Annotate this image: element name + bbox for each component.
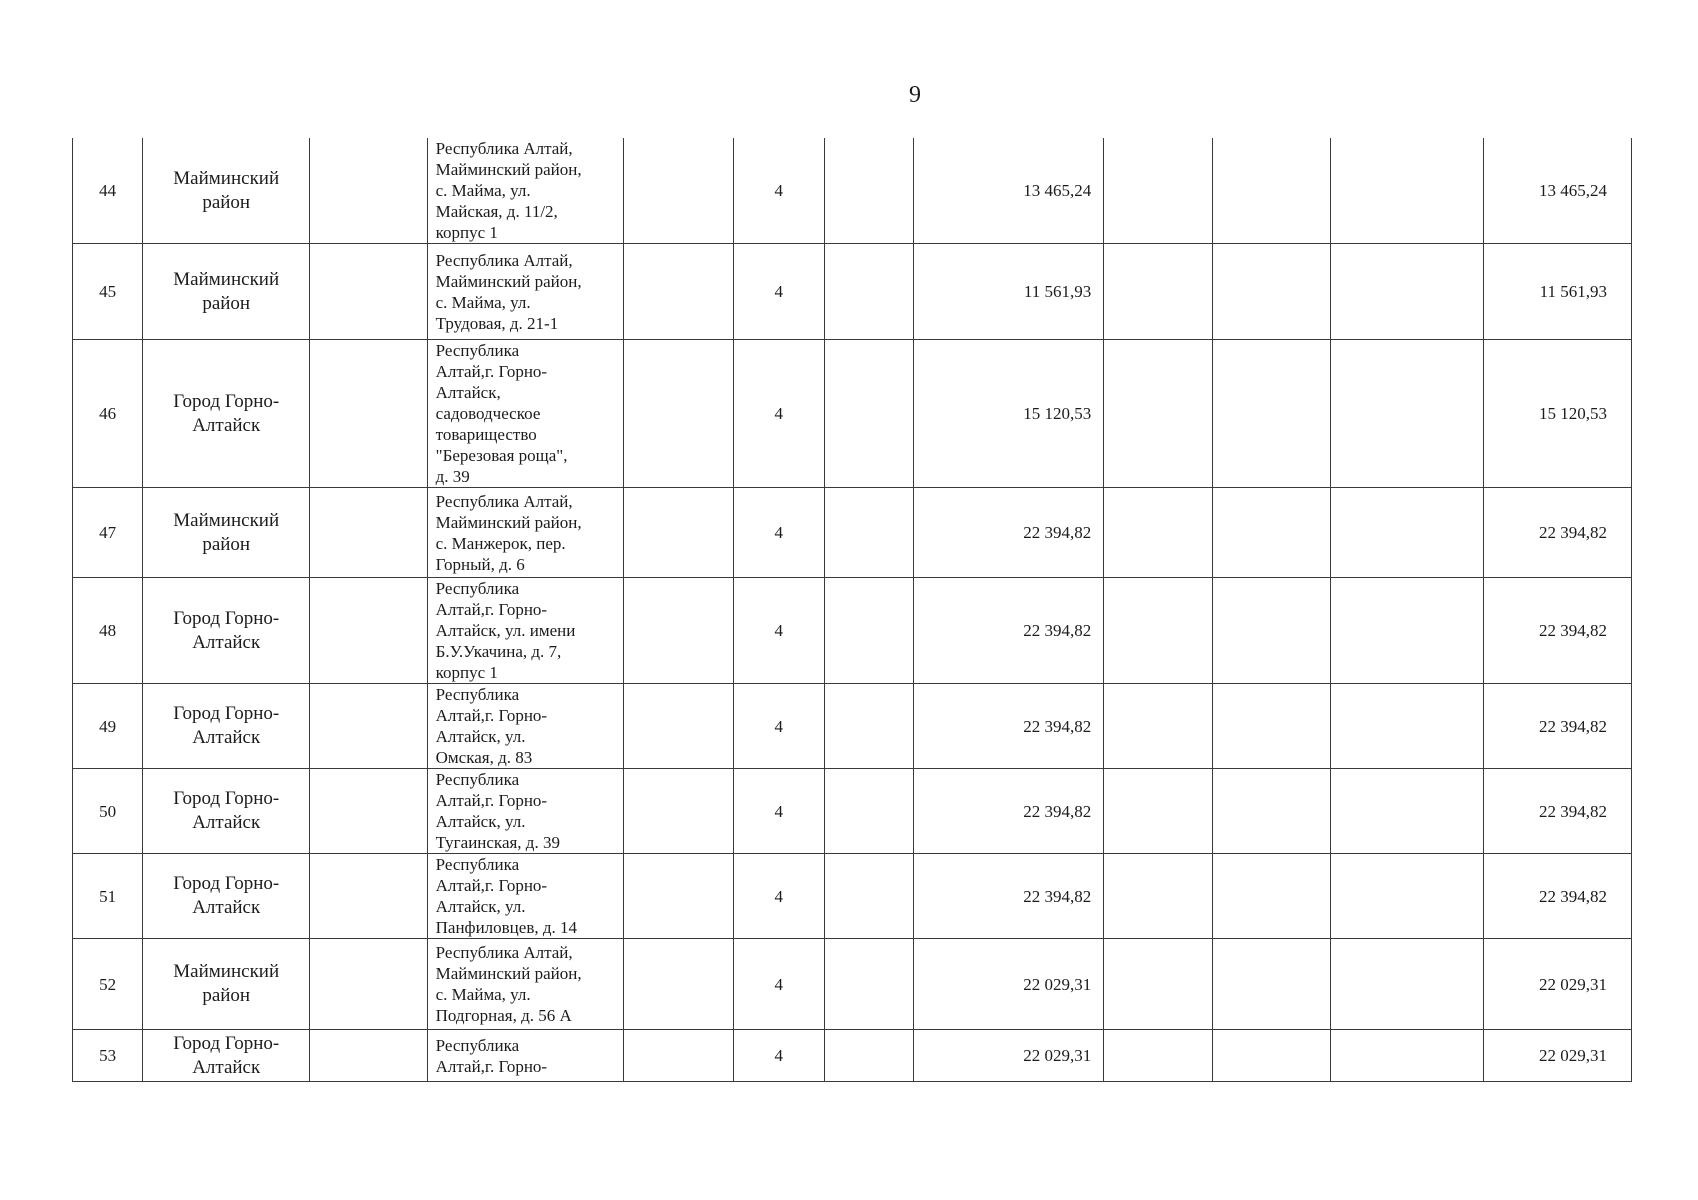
empty-cell — [310, 340, 427, 488]
table-row — [73, 1030, 1632, 1082]
empty-cell — [824, 1030, 914, 1082]
page-number: 9 — [909, 82, 921, 108]
address-line: товарищество — [435, 425, 537, 444]
district-line: Алтайск — [192, 414, 261, 436]
amount-cell: 22 394,82 — [914, 578, 1104, 684]
address-line: Алтай,г. Горно- — [435, 876, 548, 895]
address-line: Майская, д. 11/2, — [435, 202, 558, 221]
address-line: с. Майма, ул. — [435, 985, 531, 1004]
empty-cell — [1104, 939, 1213, 1030]
empty-cell — [1104, 488, 1213, 578]
count-cell: 4 — [733, 340, 824, 488]
empty-cell — [1104, 138, 1213, 244]
address-cell — [427, 684, 623, 769]
count-cell: 4 — [733, 244, 824, 340]
address-line: Омская, д. 83 — [435, 748, 533, 767]
empty-cell — [623, 244, 733, 340]
count-cell: 4 — [733, 939, 824, 1030]
row-number-cell: 48 — [73, 578, 143, 684]
empty-cell — [623, 488, 733, 578]
district-line: Майминский — [173, 268, 280, 290]
district-line: район — [202, 292, 251, 314]
address-line: Республика — [435, 685, 520, 704]
address-line: Республика — [435, 579, 520, 598]
address-line: садоводческое — [435, 404, 541, 423]
district-line: Алтайск — [192, 812, 261, 833]
empty-cell — [310, 488, 427, 578]
amount-cell: 11 561,93 — [914, 244, 1104, 340]
address-line: Республика Алтай, — [435, 250, 573, 270]
empty-cell — [824, 340, 914, 488]
empty-cell — [1104, 578, 1213, 684]
table-row — [73, 340, 1632, 488]
empty-cell — [1330, 488, 1484, 578]
total-cell: 11 561,93 — [1484, 244, 1632, 340]
district-line: район — [202, 191, 251, 213]
address-line: с. Манжерок, пер. — [435, 533, 566, 553]
amount-cell: 22 394,82 — [914, 684, 1104, 769]
district-line: Алтайск — [192, 897, 261, 918]
address-line: Майминский район, — [435, 512, 582, 532]
amount-cell: 22 394,82 — [914, 854, 1104, 939]
empty-cell — [1104, 769, 1213, 854]
address-line: Республика — [435, 770, 520, 789]
count-cell: 4 — [733, 138, 824, 244]
empty-cell — [310, 854, 427, 939]
address-line: Алтай,г. Горно- — [435, 362, 548, 381]
empty-cell — [623, 1030, 733, 1082]
district-line: район — [202, 985, 251, 1006]
district-cell — [143, 1030, 310, 1082]
address-line: Республика Алтай, — [435, 943, 573, 962]
address-cell — [427, 244, 623, 340]
empty-cell — [623, 769, 733, 854]
row-number-cell: 53 — [73, 1030, 143, 1082]
district-line: район — [202, 533, 251, 555]
district-cell — [143, 769, 310, 854]
address-line: Республика Алтай, — [435, 491, 573, 511]
district-line: Город Горно- — [173, 390, 280, 412]
empty-cell — [824, 684, 914, 769]
table-row — [73, 488, 1632, 578]
district-cell — [143, 340, 310, 488]
empty-cell — [1213, 138, 1330, 244]
district-line: Город Горно- — [173, 607, 280, 629]
empty-cell — [1213, 854, 1330, 939]
count-cell: 4 — [733, 684, 824, 769]
district-cell — [143, 684, 310, 769]
table-row — [73, 684, 1632, 769]
district-line: Алтайск — [192, 727, 261, 748]
empty-cell — [1104, 244, 1213, 340]
address-line: Горный, д. 6 — [435, 554, 525, 574]
empty-cell — [1330, 340, 1484, 488]
district-line: Город Горно- — [173, 788, 280, 809]
total-cell: 22 394,82 — [1484, 769, 1632, 854]
address-line: Алтай,г. Горно- — [435, 600, 548, 619]
address-line: Республика — [435, 1035, 520, 1055]
row-number-cell: 46 — [73, 340, 143, 488]
district-line: Алтайск — [192, 1056, 261, 1078]
amount-cell: 22 029,31 — [914, 939, 1104, 1030]
count-cell: 4 — [733, 578, 824, 684]
district-cell — [143, 578, 310, 684]
address-line: Алтай,г. Горно- — [435, 791, 548, 810]
address-line: Майминский район, — [435, 964, 582, 983]
empty-cell — [1104, 684, 1213, 769]
table-row — [73, 854, 1632, 939]
table-row — [73, 939, 1632, 1030]
empty-cell — [824, 578, 914, 684]
table-row — [73, 769, 1632, 854]
address-line: Алтай,г. Горно- — [435, 1056, 548, 1076]
empty-cell — [1330, 244, 1484, 340]
total-cell: 15 120,53 — [1484, 340, 1632, 488]
address-line: с. Майма, ул. — [435, 181, 531, 200]
empty-cell — [1213, 684, 1330, 769]
empty-cell — [1330, 138, 1484, 244]
district-cell — [143, 854, 310, 939]
empty-cell — [1330, 939, 1484, 1030]
total-cell: 13 465,24 — [1484, 138, 1632, 244]
count-cell: 4 — [733, 488, 824, 578]
empty-cell — [824, 769, 914, 854]
address-cell — [427, 1030, 623, 1082]
total-cell: 22 029,31 — [1484, 939, 1632, 1030]
empty-cell — [1213, 340, 1330, 488]
total-cell: 22 394,82 — [1484, 488, 1632, 578]
address-line: корпус 1 — [435, 663, 498, 682]
address-line: Республика — [435, 855, 520, 874]
empty-cell — [623, 854, 733, 939]
empty-cell — [1213, 1030, 1330, 1082]
empty-cell — [1104, 854, 1213, 939]
row-number-cell: 51 — [73, 854, 143, 939]
empty-cell — [310, 138, 427, 244]
register-table — [72, 138, 1632, 1082]
count-cell: 4 — [733, 1030, 824, 1082]
empty-cell — [623, 684, 733, 769]
amount-cell: 22 394,82 — [914, 769, 1104, 854]
address-line: корпус 1 — [435, 223, 498, 242]
empty-cell — [824, 244, 914, 340]
empty-cell — [1330, 769, 1484, 854]
empty-cell — [1330, 1030, 1484, 1082]
total-cell: 22 394,82 — [1484, 684, 1632, 769]
address-line: с. Майма, ул. — [435, 292, 531, 312]
empty-cell — [1213, 244, 1330, 340]
empty-cell — [310, 1030, 427, 1082]
empty-cell — [824, 138, 914, 244]
address-line: Республика Алтай, — [435, 139, 573, 158]
address-line: Панфиловцев, д. 14 — [435, 918, 578, 937]
empty-cell — [623, 578, 733, 684]
empty-cell — [623, 939, 733, 1030]
address-line: Подгорная, д. 56 А — [435, 1006, 572, 1025]
amount-cell: 15 120,53 — [914, 340, 1104, 488]
amount-cell: 13 465,24 — [914, 138, 1104, 244]
address-line: Алтайск, ул. — [435, 897, 526, 916]
empty-cell — [310, 939, 427, 1030]
address-cell — [427, 578, 623, 684]
row-number-cell: 44 — [73, 138, 143, 244]
address-cell — [427, 854, 623, 939]
address-cell — [427, 939, 623, 1030]
address-cell — [427, 340, 623, 488]
address-line: "Березовая роща", — [435, 446, 568, 465]
address-line: Б.У.Укачина, д. 7, — [435, 642, 562, 661]
address-line: Тугаинская, д. 39 — [435, 833, 560, 852]
amount-cell: 22 394,82 — [914, 488, 1104, 578]
district-line: Город Горно- — [173, 1032, 280, 1054]
empty-cell — [1104, 340, 1213, 488]
address-line: Майминский район, — [435, 271, 582, 291]
address-line: Алтай,г. Горно- — [435, 706, 548, 725]
table-row — [73, 578, 1632, 684]
empty-cell — [623, 138, 733, 244]
empty-cell — [1213, 578, 1330, 684]
empty-cell — [1104, 1030, 1213, 1082]
address-cell — [427, 488, 623, 578]
district-line: Майминский — [173, 509, 280, 531]
empty-cell — [1213, 939, 1330, 1030]
table-body — [73, 138, 1632, 1082]
empty-cell — [310, 578, 427, 684]
empty-cell — [1330, 684, 1484, 769]
address-line: Алтайск, ул. — [435, 812, 526, 831]
address-line: Алтайск, ул. — [435, 727, 526, 746]
district-cell — [143, 138, 310, 244]
district-line: Майминский — [173, 167, 280, 189]
district-line: Майминский — [173, 961, 280, 982]
empty-cell — [310, 244, 427, 340]
address-cell — [427, 769, 623, 854]
address-line: д. 39 — [435, 467, 470, 486]
row-number-cell: 52 — [73, 939, 143, 1030]
amount-cell: 22 029,31 — [914, 1030, 1104, 1082]
register-table-wrapper — [72, 138, 1632, 1082]
address-line: Трудовая, д. 21-1 — [435, 313, 559, 333]
empty-cell — [1330, 578, 1484, 684]
district-cell — [143, 244, 310, 340]
total-cell: 22 394,82 — [1484, 578, 1632, 684]
empty-cell — [1213, 769, 1330, 854]
district-line: Город Горно- — [173, 703, 280, 724]
row-number-cell: 45 — [73, 244, 143, 340]
empty-cell — [1213, 488, 1330, 578]
address-line: Майминский район, — [435, 160, 582, 179]
empty-cell — [824, 939, 914, 1030]
row-number-cell: 50 — [73, 769, 143, 854]
row-number-cell: 49 — [73, 684, 143, 769]
table-row — [73, 138, 1632, 244]
empty-cell — [310, 769, 427, 854]
empty-cell — [623, 340, 733, 488]
count-cell: 4 — [733, 854, 824, 939]
district-line: Алтайск — [192, 631, 261, 653]
address-line: Алтайск, ул. имени — [435, 621, 576, 640]
empty-cell — [310, 684, 427, 769]
total-cell: 22 029,31 — [1484, 1030, 1632, 1082]
row-number-cell: 47 — [73, 488, 143, 578]
count-cell: 4 — [733, 769, 824, 854]
address-cell — [427, 138, 623, 244]
empty-cell — [824, 488, 914, 578]
empty-cell — [1330, 854, 1484, 939]
address-line: Республика — [435, 341, 520, 360]
table-row — [73, 244, 1632, 340]
district-cell — [143, 939, 310, 1030]
district-cell — [143, 488, 310, 578]
empty-cell — [824, 854, 914, 939]
district-line: Город Горно- — [173, 873, 280, 894]
address-line: Алтайск, — [435, 383, 501, 402]
total-cell: 22 394,82 — [1484, 854, 1632, 939]
